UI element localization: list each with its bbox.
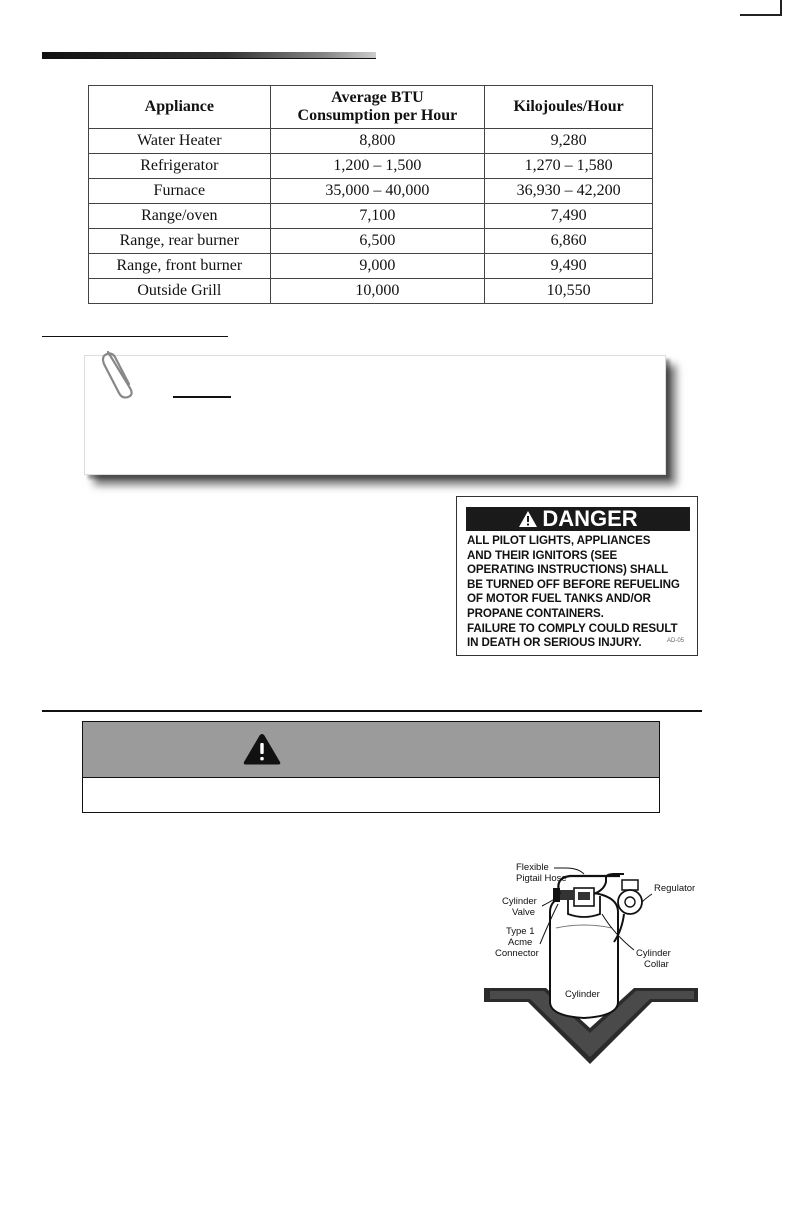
header-appliance: Appliance	[89, 86, 271, 129]
label-cylinder-collar: Cylinder Collar	[636, 948, 671, 970]
label-regulator: Regulator	[654, 883, 696, 894]
note-label-underline	[173, 396, 231, 398]
table-header-row	[89, 86, 653, 129]
cell-btu: 7,100	[270, 204, 485, 229]
label-cylinder-valve: Cylinder Valve	[502, 896, 537, 918]
cell-btu: 35,000 – 40,000	[270, 179, 485, 204]
warning-header	[83, 722, 659, 778]
table-row	[89, 279, 653, 304]
table-row	[89, 179, 653, 204]
header-kilojoules: Kilojoules/Hour	[485, 86, 653, 129]
cell-kj: 9,280	[485, 129, 653, 154]
cell-appliance: Range, rear burner	[89, 229, 271, 254]
danger-triangle-icon	[518, 510, 538, 528]
cell-kj: 1,270 – 1,580	[485, 154, 653, 179]
cell-appliance: Outside Grill	[89, 279, 271, 304]
cell-btu: 9,000	[270, 254, 485, 279]
cell-appliance: Furnace	[89, 179, 271, 204]
header-average-btu: Average BTU Consumption per Hour	[270, 86, 485, 129]
cell-kj: 36,930 – 42,200	[485, 179, 653, 204]
warning-triangle-icon	[242, 732, 282, 766]
label-cylinder: Cylinder	[565, 989, 600, 1000]
cell-kj: 10,550	[485, 279, 653, 304]
section-divider-rule	[42, 710, 702, 712]
propane-cylinder-diagram	[474, 850, 706, 1068]
cell-btu: 1,200 – 1,500	[270, 154, 485, 179]
btu-consumption-table	[88, 85, 653, 304]
danger-label	[456, 496, 698, 656]
paperclip-icon	[100, 342, 144, 400]
cell-kj: 7,490	[485, 204, 653, 229]
cell-kj: 9,490	[485, 254, 653, 279]
cell-btu: 8,800	[270, 129, 485, 154]
cell-btu: 6,500	[270, 229, 485, 254]
table-row	[89, 254, 653, 279]
danger-title: DANGER	[542, 506, 638, 531]
cell-appliance: Range/oven	[89, 204, 271, 229]
danger-warning-text: ALL PILOT LIGHTS, APPLIANCES AND THEIR IGNITORS (SEE OPERATING INSTRUCTIONS) SHALL BE TURNED OFF BEFORE REFUELING OF MOTOR FUEL TANKS AND/OR PROPANE CONTAINERS. FAILURE TO COMPLY COULD RESULT IN DEATH OR SERIOUS INJURY.	[467, 534, 680, 650]
label-flexible-pigtail-hose: Flexible Pigtail Hose	[516, 862, 567, 884]
corner-mark-horizontal	[740, 14, 782, 16]
cell-appliance: Water Heater	[89, 129, 271, 154]
section-heading-rule	[42, 52, 376, 59]
cell-appliance: Refrigerator	[89, 154, 271, 179]
warning-box	[82, 721, 660, 813]
corner-mark-vertical	[780, 0, 782, 15]
cell-kj: 6,860	[485, 229, 653, 254]
danger-banner	[466, 507, 690, 531]
note-section-rule	[42, 336, 228, 337]
table-row	[89, 154, 653, 179]
table-row	[89, 129, 653, 154]
note-box	[84, 355, 666, 475]
table-row	[89, 229, 653, 254]
cell-appliance: Range, front burner	[89, 254, 271, 279]
label-acme-connector: Type 1 Acme Connector	[495, 926, 539, 959]
cell-btu: 10,000	[270, 279, 485, 304]
danger-label-code: AD-05	[667, 638, 685, 644]
table-row	[89, 204, 653, 229]
